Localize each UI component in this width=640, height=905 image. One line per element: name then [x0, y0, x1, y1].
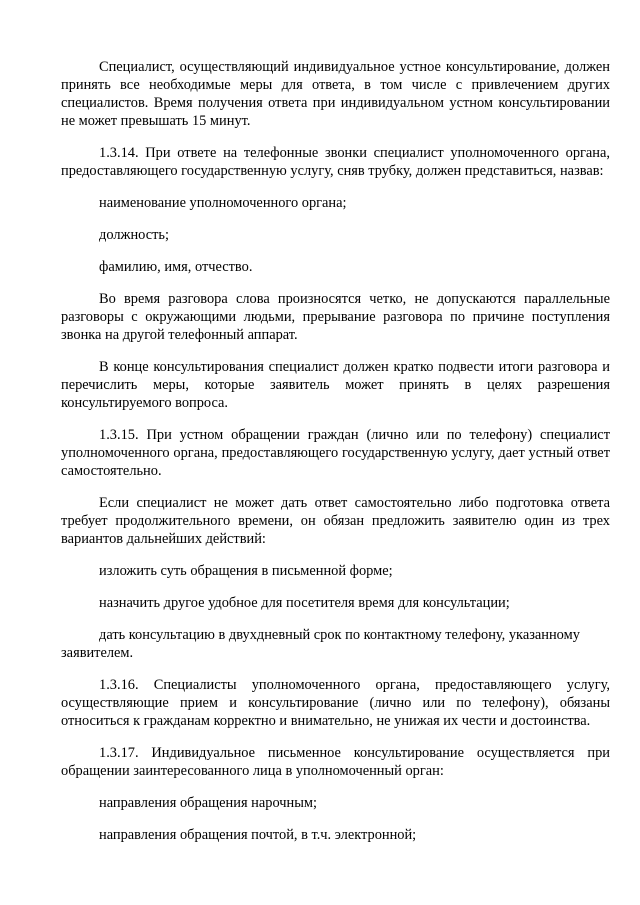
paragraph-options: Если специалист не может дать ответ самостоятельно либо подготовка ответа требует продолжительного времени, он обязан предложить заявителю один из трех вариантов дальнейших действий:: [61, 495, 610, 547]
paragraph-conversation-rules: Во время разговора слова произносятся четко, не допускаются параллельные разговоры с окружающими людьми, прерывание разговора по причине поступления звонка на другой телефонный аппарат.: [61, 291, 610, 343]
list-item: наименование уполномоченного органа;: [99, 195, 347, 211]
list-item: направления обращения нарочным;: [99, 795, 317, 811]
list-item: должность;: [99, 227, 169, 243]
paragraph-1-3-16: 1.3.16. Специалисты уполномоченного органа, предоставляющего услугу, осуществляющие прием и консультирование (лично или по телефону), обязаны относиться к гражданам корректно и внимательно, не унижая их чести и достоинства.: [61, 677, 610, 729]
paragraph-oral-consultation: Специалист, осуществляющий индивидуальное устное консультирование, должен принять все необходимые меры для ответа, в том числе с привлечением других специалистов. Время получения ответа при индивидуальном устном консультировании не может превышать 15 минут.: [61, 59, 610, 129]
paragraph-1-3-14: 1.3.14. При ответе на телефонные звонки специалист уполномоченного органа, предоставляющего государственную услугу, сняв трубку, должен представиться, назвав:: [61, 145, 610, 179]
paragraph-1-3-15: 1.3.15. При устном обращении граждан (лично или по телефону) специалист уполномоченного органа, предоставляющего государственную услугу, дает устный ответ самостоятельно.: [61, 427, 610, 479]
paragraph-1-3-17: 1.3.17. Индивидуальное письменное консультирование осуществляется при обращении заинтересованного лица в уполномоченный орган:: [61, 745, 610, 779]
list-item: фамилию, имя, отчество.: [99, 259, 253, 275]
paragraph-summary: В конце консультирования специалист должен кратко подвести итоги разговора и перечислить меры, которые заявитель может принять в целях разрешения консультируемого вопроса.: [61, 359, 610, 411]
list-item: направления обращения почтой, в т.ч. электронной;: [99, 827, 417, 843]
list-item: изложить суть обращения в письменной форме;: [99, 563, 393, 579]
list-item: дать консультацию в двухдневный срок по контактному телефону, указанному заявителем.: [61, 627, 580, 661]
list-item: назначить другое удобное для посетителя время для консультации;: [99, 595, 510, 611]
